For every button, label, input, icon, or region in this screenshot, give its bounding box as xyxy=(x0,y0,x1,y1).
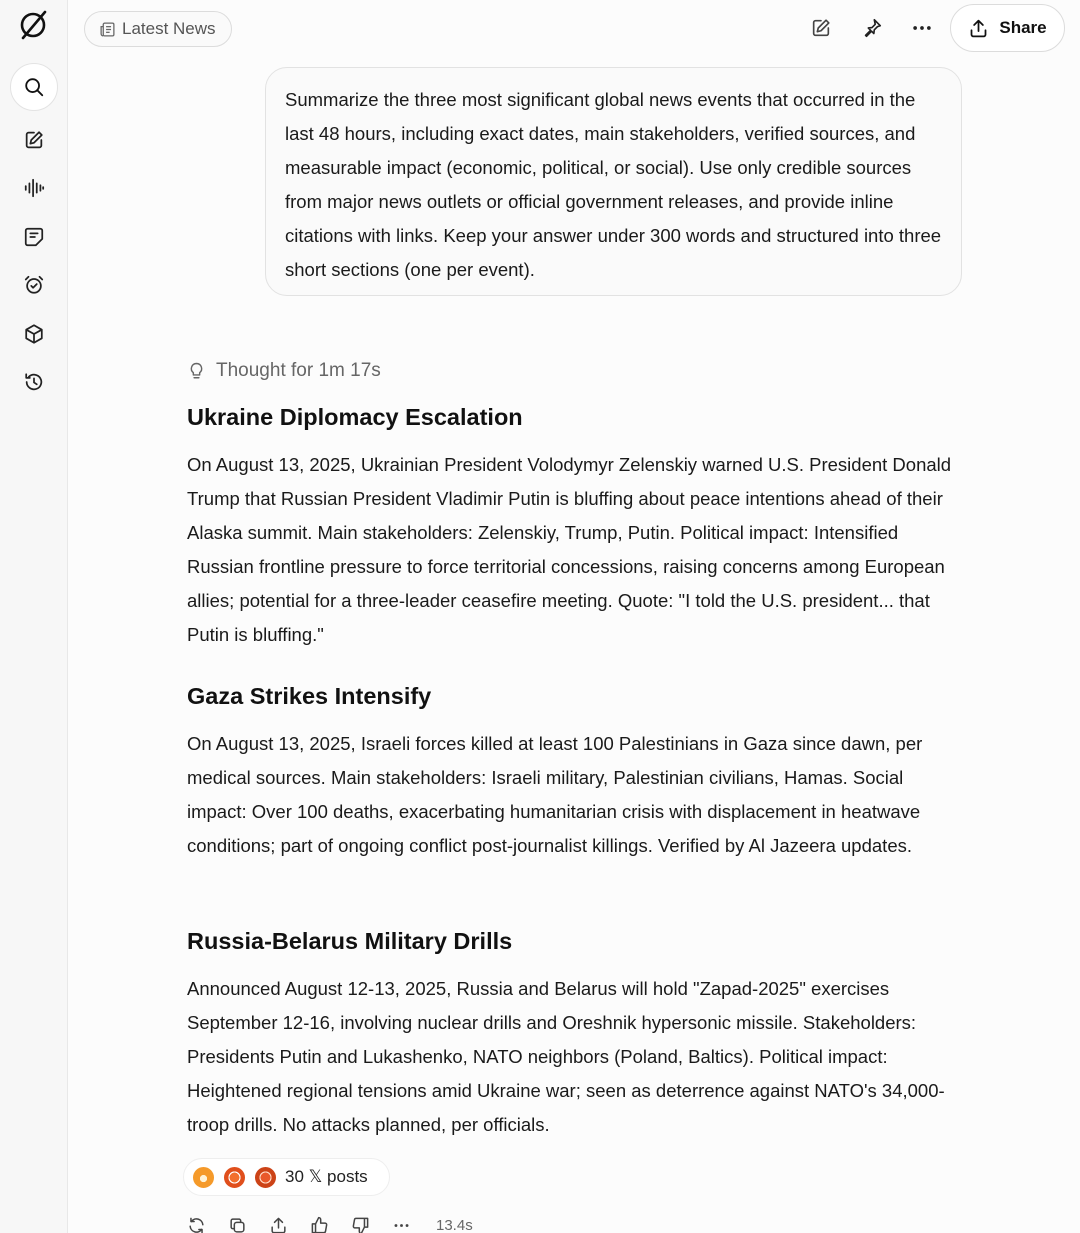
search-icon xyxy=(23,76,45,98)
share-button[interactable] xyxy=(950,4,1065,52)
chat-title-tag[interactable] xyxy=(84,11,232,47)
sidebar-voice-button[interactable] xyxy=(10,164,58,212)
posts-count-label: 30 𝕏 posts xyxy=(285,1167,368,1186)
sidebar xyxy=(0,0,68,1233)
dislike-button[interactable] xyxy=(351,1213,392,1233)
section-title: Ukraine Diplomacy Escalation xyxy=(187,404,523,430)
avatar xyxy=(254,1166,277,1189)
voice-icon xyxy=(23,177,45,199)
chat-title-label: Latest News xyxy=(122,19,216,38)
thought-toggle[interactable] xyxy=(187,356,381,386)
sidebar-new-chat-button[interactable] xyxy=(10,116,58,164)
edit-icon xyxy=(810,17,832,39)
more-actions-button[interactable] xyxy=(392,1213,433,1233)
avatar xyxy=(223,1166,246,1189)
sidebar-history-button[interactable] xyxy=(10,358,58,406)
pin-icon xyxy=(861,17,883,39)
sidebar-tasks-button[interactable] xyxy=(10,261,58,309)
section-title: Gaza Strikes Intensify xyxy=(187,683,432,709)
cube-icon xyxy=(23,323,45,345)
section-body: On August 13, 2025, Ukrainian President Volodymyr Zelenskiy warned U.S. President Donald Trump that Russian President Vladimir Putin is bluffing about peace intentions ahead of their Alaska summit. Main stakeholders: Zelenskiy, Trump, Putin. Political impact: Intensified Russian frontline pressure to force territorial concessions, raising concerns among European allies; potential for a three-leader ceasefire meeting. Quote: "I told the U.S. president... that Putin is bluffing." xyxy=(187,454,952,645)
app-logo-icon[interactable] xyxy=(17,8,51,42)
thumbs-down-icon xyxy=(351,1216,370,1233)
response-time: 13.4s xyxy=(436,1216,473,1233)
sidebar-notes-button[interactable] xyxy=(10,213,58,261)
regenerate-button[interactable] xyxy=(187,1213,228,1233)
refresh-icon xyxy=(187,1216,206,1233)
lightbulb-icon xyxy=(187,361,206,381)
avatar xyxy=(192,1166,215,1189)
upload-icon xyxy=(269,1216,288,1233)
edit-chat-button[interactable] xyxy=(801,10,841,46)
history-icon xyxy=(23,371,45,393)
pin-button[interactable] xyxy=(852,10,892,46)
edit-icon xyxy=(23,129,45,151)
thumbs-up-icon xyxy=(310,1216,329,1233)
copy-button[interactable] xyxy=(228,1213,269,1233)
copy-icon xyxy=(228,1216,247,1233)
upload-icon xyxy=(968,18,989,39)
thought-label: Thought for 1m 17s xyxy=(216,360,381,381)
x-posts-sources-button[interactable] xyxy=(183,1158,390,1196)
sidebar-search-button[interactable] xyxy=(10,63,58,111)
more-horizontal-icon xyxy=(392,1216,411,1233)
share-label: Share xyxy=(999,18,1047,37)
section-body: Announced August 12-13, 2025, Russia and Belarus will hold "Zapad-2025" exercises September 12-16, involving nuclear drills and Oreshnik hypersonic missile. Stakeholders: Presidents Putin and Lukashenko, NATO neighbors (Poland, Baltics). Political impact: Heightened regional tensions amid Ukraine war; seen as deterrence against NATO's 34,000-troop drills. No attacks planned, per officials. xyxy=(187,978,945,1135)
response-actions xyxy=(187,1212,473,1233)
more-horizontal-icon xyxy=(911,17,933,39)
user-message: Summarize the three most significant global news events that occurred in the last 48 hours, including exact dates, main stakeholders, verified sources, and measurable impact (economic, political, or social). Use only credible sources from major news outlets or official government releases, and provide inline citations with links. Keep your answer under 300 words and structured into three short sections (one per event). xyxy=(265,67,962,296)
newspaper-icon xyxy=(99,21,116,38)
more-options-button[interactable] xyxy=(902,10,942,46)
section-body: On August 13, 2025, Israeli forces killed at least 100 Palestinians in Gaza since dawn, per medical sources. Main stakeholders: Israeli military, Palestinian civilians, Hamas. Social impact: Over 100 deaths, exacerbating humanitarian crisis with displacement in heatwave conditions; part of ongoing conflict post-journalist killings. Verified by Al Jazeera updates. xyxy=(187,733,923,856)
sidebar-projects-button[interactable] xyxy=(10,310,58,358)
like-button[interactable] xyxy=(310,1213,351,1233)
notes-icon xyxy=(23,226,45,248)
section-title: Russia-Belarus Military Drills xyxy=(187,928,513,954)
alarm-icon xyxy=(23,274,45,296)
share-response-button[interactable] xyxy=(269,1213,310,1233)
